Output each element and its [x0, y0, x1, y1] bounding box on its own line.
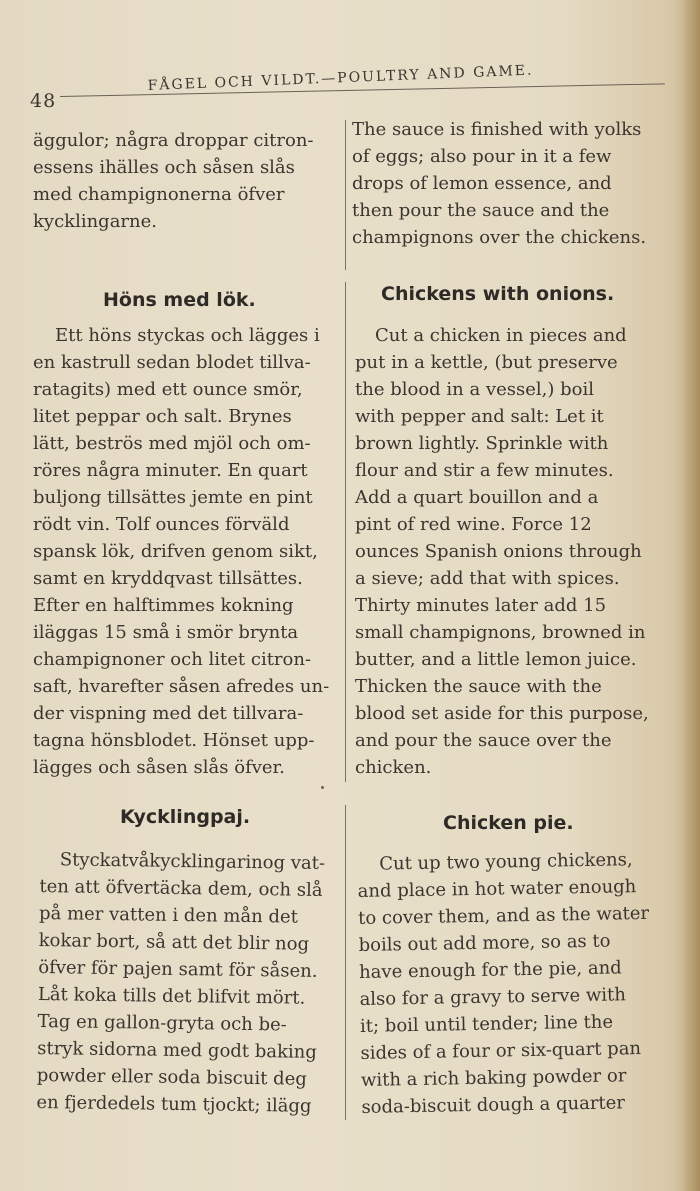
text-line: with pepper and salt: Let it	[355, 406, 604, 427]
text-line: Cut a chicken in pieces and	[375, 325, 627, 346]
text-line: äggulor; några droppar citron-	[33, 130, 314, 151]
ink-dot	[321, 786, 324, 789]
swedish-recipe-title: Kycklingpaj.	[120, 806, 251, 828]
text-line: Tag en gallon-gryta och be-	[37, 1010, 287, 1036]
column-divider-bottom	[345, 805, 346, 1120]
text-line: the blood in a vessel,) boil	[355, 379, 594, 400]
text-line: ratagits) med ett ounce smör,	[33, 379, 303, 400]
text-line: stryk sidorna med godt baking	[37, 1037, 318, 1063]
text-line: en fjerdedels tum tjockt; ilägg	[36, 1091, 312, 1117]
text-line: champignons over the chickens.	[352, 227, 647, 248]
text-line: ten att öfvertäcka dem, och slå	[39, 875, 323, 901]
text-line: The sauce is finished with yolks	[352, 119, 642, 140]
text-line: butter, and a little lemon juice.	[355, 649, 637, 670]
text-line: of eggs; also pour in it a few	[352, 146, 612, 167]
page-number: 48	[30, 90, 57, 112]
text-line: Efter en halftimmes kokning	[33, 595, 294, 616]
text-line: brown lightly. Sprinkle with	[355, 433, 609, 454]
text-line: röres några minuter. En quart	[33, 460, 308, 481]
text-line: kycklingarne.	[33, 211, 157, 232]
text-line: essens ihälles och såsen slås	[33, 157, 295, 178]
column-divider-top	[345, 120, 346, 270]
text-line: iläggas 15 små i smör brynta	[33, 622, 299, 643]
text-line: put in a kettle, (but preserve	[355, 352, 618, 373]
text-line: have enough for the pie, and	[358, 957, 622, 983]
english-recipe-title: Chicken pie.	[443, 812, 574, 834]
english-recipe-title: Chickens with onions.	[381, 283, 615, 305]
english-recipe-body	[357, 846, 673, 1121]
text-line: der vispning med det tillvara-	[33, 703, 304, 724]
text-line: then pour the sauce and the	[352, 200, 610, 221]
text-line: på mer vatten i den mån det	[38, 902, 299, 928]
text-line: spansk lök, drifven genom sikt,	[33, 541, 318, 562]
text-line: small champignons, browned in	[355, 622, 646, 643]
text-line: lägges och såsen slås öfver.	[33, 757, 285, 778]
text-line: Styckatvåkycklingarinog vat-	[59, 849, 326, 874]
running-head: FÅGEL OCH VILDT.—POULTRY AND GAME.	[147, 62, 534, 94]
text-line: litet peppar och salt. Brynes	[33, 406, 292, 427]
text-line: ounces Spanish onions through	[355, 541, 642, 562]
text-line: med champignonerna öfver	[33, 184, 285, 205]
text-line: kokar bort, så att det blir nog	[38, 929, 310, 955]
text-line: lätt, beströs med mjöl och om-	[33, 433, 311, 454]
swedish-intro	[33, 127, 333, 235]
text-line: with a rich baking powder or	[360, 1065, 627, 1091]
text-line: Cut up two young chickens,	[379, 849, 633, 875]
text-line: samt en kryddqvast tillsättes.	[33, 568, 303, 589]
english-intro	[352, 116, 667, 251]
text-line: chicken.	[355, 757, 432, 778]
text-line: to cover them, and as the water	[357, 902, 650, 929]
text-line: rödt vin. Tolf ounces förväld	[33, 514, 290, 535]
english-recipe-body	[355, 322, 668, 781]
text-line: and pour the sauce over the	[355, 730, 612, 751]
text-line: Ett höns styckas och lägges i	[55, 325, 320, 346]
text-line: flour and stir a few minutes.	[355, 460, 614, 481]
text-line: saft, hvarefter såsen afredes un-	[33, 676, 330, 697]
text-line: pint of red wine. Force 12	[355, 514, 592, 535]
text-line: blood set aside for this purpose,	[355, 703, 649, 724]
column-divider-middle	[345, 282, 346, 782]
text-line: and place in hot water enough	[357, 876, 637, 902]
text-line: öfver för pajen samt för såsen.	[38, 956, 318, 982]
text-line: sides of a four or six-quart pan	[360, 1038, 642, 1064]
text-line: Låt koka tills det blifvit mört.	[37, 983, 306, 1009]
swedish-recipe-body	[36, 846, 345, 1120]
text-line: a sieve; add that with spices.	[355, 568, 620, 589]
text-line: buljong tillsättes jemte en pint	[33, 487, 313, 508]
text-line: Thirty minutes later add 15	[355, 595, 607, 616]
text-line: powder eller soda biscuit deg	[36, 1064, 307, 1090]
text-line: soda-biscuit dough a quarter	[361, 1092, 626, 1118]
text-line: en kastrull sedan blodet tillva-	[33, 352, 311, 373]
text-line: boils out add more, so as to	[358, 930, 611, 956]
page-edge	[684, 0, 700, 1191]
text-line: it; boil until tender; line the	[359, 1011, 614, 1037]
text-line: Add a quart bouillon and a	[355, 487, 599, 508]
swedish-recipe-body	[33, 322, 338, 781]
text-line: tagna hönsblodet. Hönset upp-	[33, 730, 315, 751]
text-line: champignoner och litet citron-	[33, 649, 312, 670]
text-line: also for a gravy to serve with	[359, 984, 627, 1010]
page-header	[30, 62, 670, 112]
swedish-recipe-title: Höns med lök.	[103, 289, 256, 311]
text-line: Thicken the sauce with the	[355, 676, 602, 697]
text-line: drops of lemon essence, and	[352, 173, 612, 194]
